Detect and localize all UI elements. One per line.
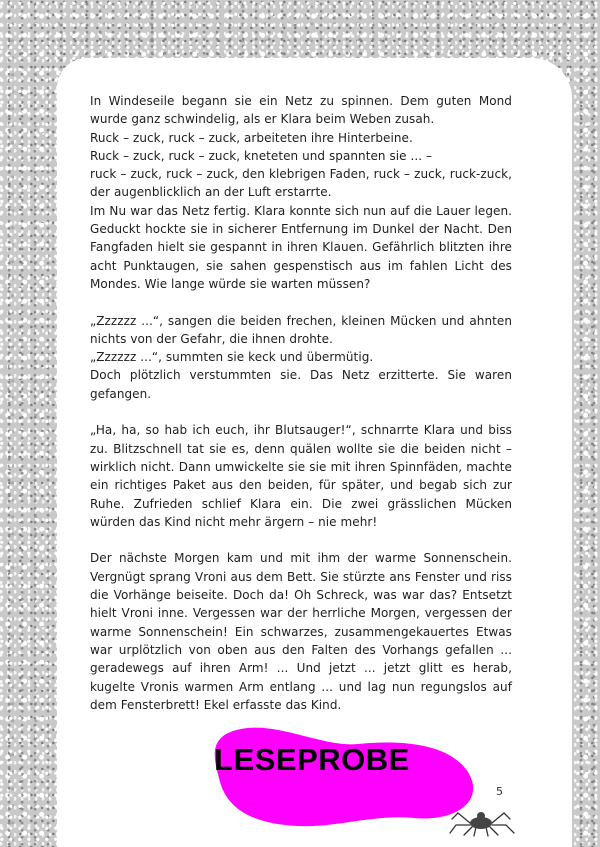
- story-line: ruck – zuck, ruck – zuck, den klebrigen Faden, ruck – zuck, ruck-zuck, der augenblicklich an der Luft erstarrte.: [90, 167, 512, 200]
- paragraph-block-1: [90, 92, 512, 293]
- story-line: „Ha, ha, so hab ich euch, ihr Blutsauger!“, schnarrte Klara und biss zu. Blitzschnell tat sie es, denn quälen wollte sie die beiden nicht – wirklich nicht. Dann umwickelte sie sie mit ihren Spinnfäden, machte ein richtiges Paket aus den beiden, für später, und begab sich zur Ruhe. Zufrieden schlief Klara ein. Die zwei grässlichen Mücken würden das Kind nicht mehr ärgern – nie mehr!: [90, 423, 512, 529]
- paragraph-block-4: [90, 549, 512, 714]
- story-line: In Windeseile begann sie ein Netz zu spinnen. Dem guten Mond wurde ganz schwindelig, als er Klara beim Weben zusah.: [90, 94, 512, 127]
- story-line: „Zzzzzz ...“, sangen die beiden frechen, kleinen Mücken und ahnten nichts von der Gefahr, die ihnen drohte.: [90, 313, 512, 346]
- story-line: „Zzzzzz ...“, summten sie keck und übermütig.: [90, 350, 374, 365]
- paragraph-block-3: [90, 421, 512, 531]
- story-line: Der nächste Morgen kam und mit ihm der warme Sonnenschein. Vergnügt sprang Vroni aus dem Bett. Sie stürzte ans Fenster und riss die Vorhänge beiseite. Doch da! Oh Schreck, was war das? Entsetzt hielt Vroni inne. Vergessen war der herrliche Morgen, vergessen der warme Sonnenschein! Ein schwarzes, zusammengekauertes Etwas war urplötzlich von oben aus den Falten des Vorhangs gefallen ... geradewegs auf ihren Arm! ... Und jetzt ... jetzt glitt es herab, kugelte Vronis warmen Arm entlang ... und lag nun regungslos auf dem Fensterbrett! Ekel erfasste das Kind.: [90, 551, 512, 712]
- story-line: Ruck – zuck, ruck – zuck, arbeiteten ihre Hinterbeine.: [90, 130, 413, 145]
- spider-icon: [448, 805, 518, 837]
- story-line: Ruck – zuck, ruck – zuck, kneteten und spannten sie ... –: [90, 148, 433, 163]
- page-number: 5: [496, 785, 503, 798]
- story-text: [90, 92, 512, 732]
- paragraph-block-2: [90, 312, 512, 403]
- leseprobe-label: LESEPROBE: [214, 742, 410, 777]
- story-line: Im Nu war das Netz fertig. Klara konnte sich nun auf die Lauer legen. Geduckt hockte sie in sicherer Entfernung im Dunkel der Nacht. Den Fangfaden hielt sie gespannt in ihren Klauen. Gefährlich blitzten ihre acht Punktaugen, sie sahen gespenstisch aus im fahlen Licht des Mondes. Wie lange würde sie warten müssen?: [90, 203, 512, 291]
- story-line: Doch plötzlich verstummten sie. Das Netz erzitterte. Sie waren gefangen.: [90, 368, 512, 401]
